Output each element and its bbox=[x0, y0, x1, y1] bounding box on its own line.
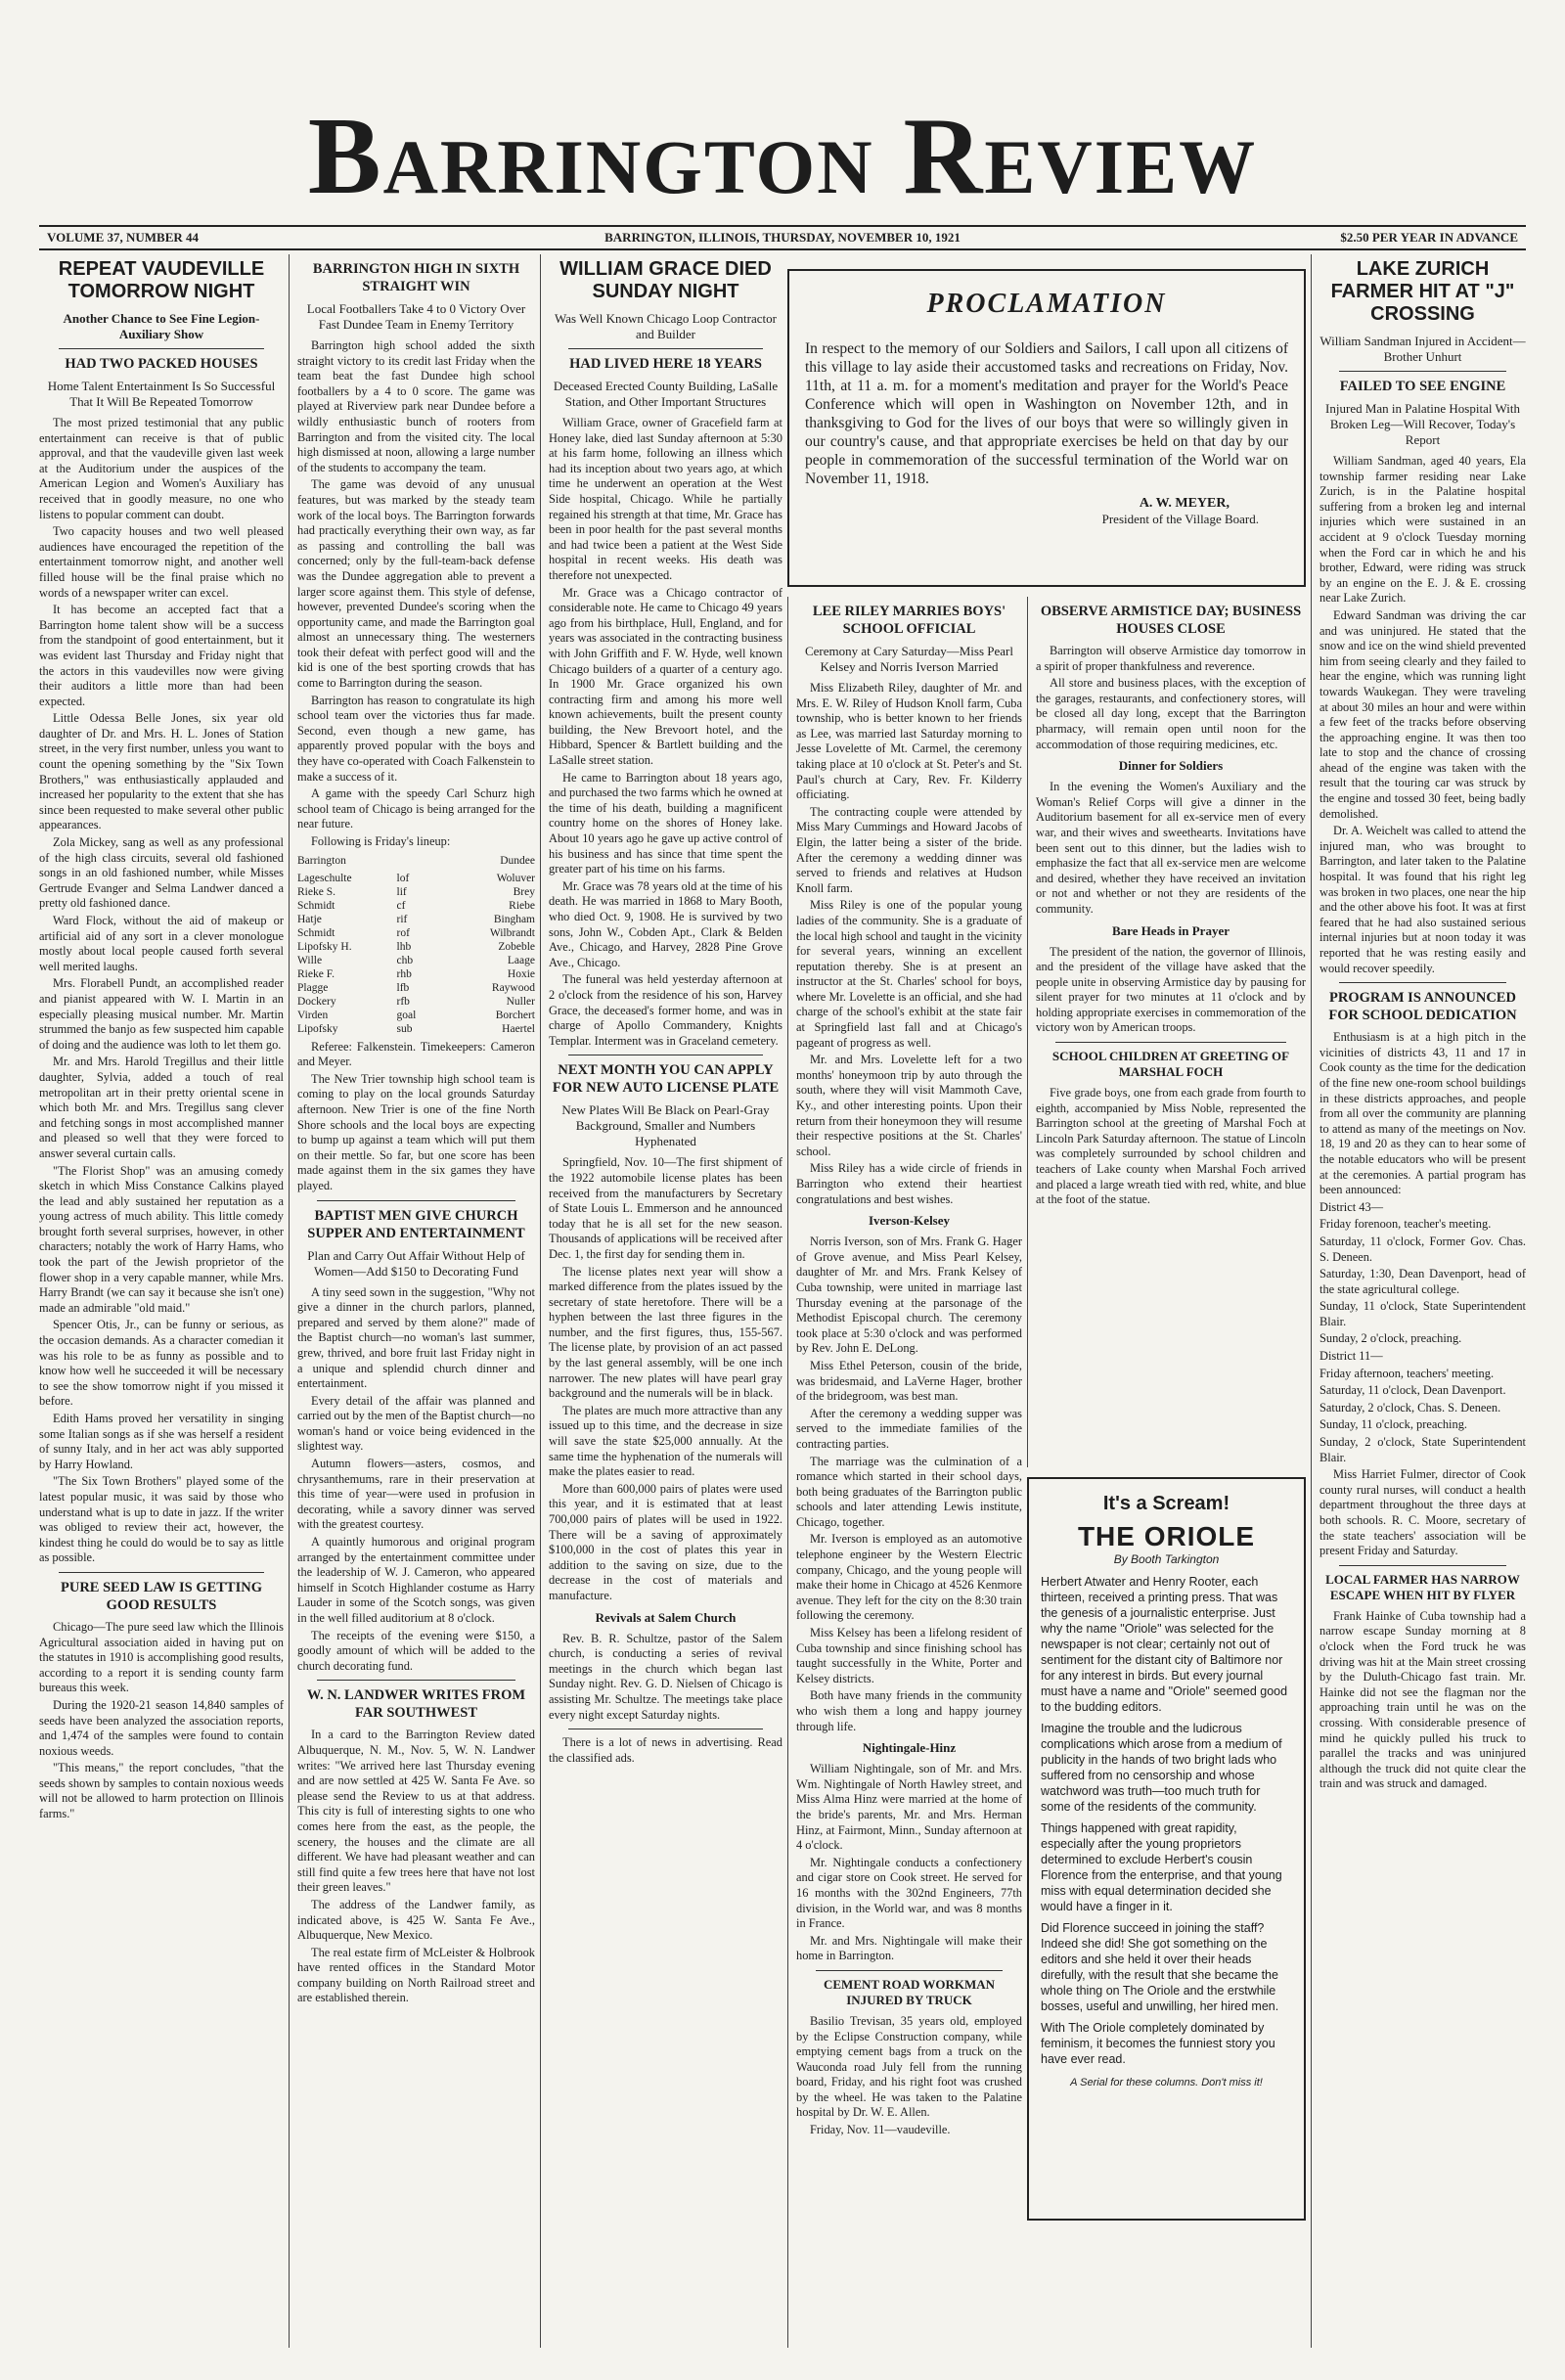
article-paragraph: Miss Riley is one of the popular young ladies of the community. She is a graduate of the local high school and taught in the vicinity for several years, winning an excellent reputation thereby. She is at present an instructor at the St. Charles' school for boys, where Mr. Lovelette is an official, and she had charge of the school's exhibit at the state fair at Springfield last fall and at Chicago's pageant of progress as well. bbox=[796, 898, 1022, 1050]
article-paragraph: District 11— bbox=[1319, 1349, 1383, 1364]
article-paragraph: The New Trier township high school team is coming to play on the local grounds Saturday afternoon. New Trier is one of the fine North Shore schools and the local boys are expecting to bump up against a team which will put them on their mettle. So far, but one score has been made against them in the six games they have played. bbox=[297, 1071, 535, 1192]
proclamation-signer-title: President of the Village Board. bbox=[1101, 512, 1259, 526]
article-body bbox=[796, 1235, 1022, 1734]
article-paragraph: In the evening the Women's Auxiliary and the Woman's Relief Corps will give a dinner in the Auditorium basement for all ex-service men of every war, and their wives and sweethearts. Invitations have been sent out to this dinner, but the ladies wish to emphasize the fact that all ex-service men are welcome and desired, whether they have received an invitation or not and whether or not they are residents of the community. bbox=[1036, 780, 1306, 916]
article-paragraph: He came to Barrington about 18 years ago, and purchased the two farms which he owned at the time of his death, building a magnificent country home on the shores of Honey lake. About 10 years ago he gave up active control of his business and has since that time spent the greater part of his time on his farms. bbox=[549, 770, 782, 876]
article-paragraph: Imagine the trouble and the ludicrous complications which arose from a medium of publicity in the hands of two bright lads who suffered from no censorship and whose watchword was truth—too much truth for some of the residents of the community. bbox=[1041, 1722, 1282, 1814]
lineup-cell: rif bbox=[396, 913, 408, 925]
article-paragraph: Basilio Trevisan, 35 years old, employed by the Eclipse Construction company, while emptying cement bags from a truck on the Wauconda road July fell from the running board, Friday, and his right foot was crushed by the wheel. He was taken to the Palatine hospital by Dr. W. E. Allen. bbox=[796, 2013, 1022, 2120]
deck-church-supper: Plan and Carry Out Affair Without Help of Women—Add $150 to Decorating Fund bbox=[307, 1247, 525, 1279]
article-paragraph: The receipts of the evening were $150, a goodly amount of which will be added to the church decorating fund. bbox=[297, 1628, 535, 1673]
article-paragraph: Five grade boys, one from each grade from fourth to eighth, accompanied by Miss Noble, represented the Barrington school at the greeting of Marshal Foch at Lincoln Park Saturday afternoon. The statue of Lincoln was completely surrounded by school children and teachers of Lake county when Marshal Foch arrived and placed a large wreath tied with red, white, and blue at the foot of the statue. bbox=[1036, 1086, 1306, 1207]
article-paragraph: Dr. A. Weichelt was called to attend the injured man, who was brought to Barrington, and later taken to the Palatine hospital. It was found that his right leg was broken in two places, one near the hip and the other above his foot. It was at first feared that he had also sustained serious internal injuries but at noon today it was reported that he was resting easily and would recover speedily. bbox=[1319, 824, 1526, 975]
lineup-cell: chb bbox=[396, 954, 414, 966]
lineup-cell: rhb bbox=[396, 967, 412, 980]
lineup-title: Following is Friday's lineup: bbox=[311, 834, 451, 848]
lineup-head-pos bbox=[397, 854, 436, 868]
article-paragraph: Miss Elizabeth Riley, daughter of Mr. and Mrs. E. W. Riley of Hudson Knoll farm, Cuba township, who is better known to her friends as Lee, was married last Saturday morning to Jesse Lovelette of Mt. Carmel, the ceremony taking place at 10 o'clock at St. Peter's and St. Paul's church at Cary, Rev. Fr. Kilderry officiating. bbox=[796, 681, 1022, 802]
article-body bbox=[39, 416, 284, 1566]
article-paragraph: Miss Harriet Fulmer, director of Cook county rural nurses, will conduct a health department throughout the three days at both schools. R. C. Moore, secretary of the state teachers' association will be present Friday and Saturday. bbox=[1319, 1467, 1526, 1558]
article-body bbox=[549, 416, 782, 1049]
proclamation-signer: A. W. MEYER, bbox=[1139, 496, 1230, 511]
article-body bbox=[796, 1762, 1022, 1964]
referee-line: Referee: Falkenstein. Timekeepers: Cameron and Meyer. bbox=[297, 1039, 535, 1069]
article-paragraph: With The Oriole completely dominated by feminism, it becomes the funniest story you have ever read. bbox=[1041, 2021, 1275, 2066]
article-paragraph: Things happened with great rapidity, especially after the young proprietors determined to exclude Herbert's cousin Florence from the enterprise, and that young miss with equal determination decided she would have a finger in it. bbox=[1041, 1821, 1282, 1913]
article-paragraph: Enthusiasm is at a high pitch in the vicinities of districts 43, 11 and 17 in Cook county as the time for the dedication of the fine new one-room school buildings in these districts approaches, and people from all over the community are planning to attend as many of the meetings on Nov. 18, 19 and 20 as they can to hear some of the notable educators who will be present at the ceremonies. A partial program has been announced: bbox=[1319, 1030, 1526, 1197]
column-weddings bbox=[787, 597, 1022, 2348]
headline-armistice: OBSERVE ARMISTICE DAY; BUSINESS HOUSES CLOSE bbox=[1040, 604, 1302, 637]
lineup-cell: Hoxie bbox=[507, 967, 535, 980]
article-body bbox=[1319, 454, 1526, 976]
article-paragraph: Ward Flock, without the aid of makeup or artificial aid of any sort in a clever monologue mostly about local people caused forth several well merited laughs. bbox=[39, 914, 284, 973]
divider bbox=[1339, 982, 1506, 983]
subhead-nightingale: Nightingale-Hinz bbox=[862, 1740, 957, 1756]
article-paragraph: William Grace, owner of Gracefield farm at Honey lake, died last Sunday afternoon at 5:30 at his farm home, following an illness which had its inception about two years ago, at which time he underwent an operation at the West Side hospital, Chicago. While he partially regained his strength at that time, Mr. Grace has been in poor health for the past several months and had twice been a patient at the West Side hospital in recent weeks. His death was therefore not unexpected. bbox=[549, 416, 782, 582]
article-paragraph: Mr. Nightingale conducts a confectionery and cigar store on Cook street. He served for 16 months with the 302nd Engineers, 77th division, in the World war, and was 8 months in France. bbox=[796, 1855, 1022, 1931]
divider bbox=[317, 1680, 515, 1681]
subhead-grace: HAD LIVED HERE 18 YEARS bbox=[569, 356, 762, 372]
subscription-price: $2.50 PER YEAR IN ADVANCE bbox=[1340, 230, 1518, 245]
subhead-iverson: Iverson-Kelsey bbox=[868, 1213, 951, 1229]
subhead-vaudeville: HAD TWO PACKED HOUSES bbox=[65, 356, 258, 372]
lineup-cell: lfb bbox=[396, 981, 410, 994]
lineup-cell: sub bbox=[396, 1022, 413, 1035]
lineup-table bbox=[297, 854, 535, 868]
article-paragraph: During the 1920-21 season 14,840 samples of seeds have been analyzed the association reports, and 1,474 of the samples were found to contain noxious weeds. bbox=[39, 1697, 284, 1758]
subhead-engine: FAILED TO SEE ENGINE bbox=[1339, 379, 1506, 394]
lineup-cell: Lipofsky bbox=[297, 1022, 338, 1035]
ad-author: By Booth Tarkington bbox=[1113, 1552, 1220, 1566]
classified-note: There is a lot of news in advertising. Read the classified ads. bbox=[549, 1735, 782, 1765]
lineup-rows bbox=[297, 872, 535, 1036]
headline-vaudeville: REPEAT VAUDEVILLE TOMORROW NIGHT bbox=[58, 258, 265, 302]
subdeck-grace: Deceased Erected County Building, LaSalle Station, and Other Important Structures bbox=[553, 379, 779, 409]
article-paragraph: Mr. and Mrs. Lovelette left for a two months' honeymoon trip by auto through the south, where they will visit Mammoth Cave, Ky., and other interesting points. Upon their return from their honeymoon they will resume their respective positions at the St. Charles' school. bbox=[796, 1053, 1022, 1158]
article-paragraph: Every detail of the affair was planned and carried out by the men of the Baptist church—no woman's hand or voice being evidenced in the slightest way. bbox=[297, 1393, 535, 1454]
lineup-cell: Schmidt bbox=[297, 899, 335, 912]
lineup-cell: Dockery bbox=[297, 995, 336, 1008]
column-lake-zurich bbox=[1311, 254, 1526, 2348]
headline-football: BARRINGTON HIGH IN SIXTH STRAIGHT WIN bbox=[312, 261, 520, 294]
article-paragraph: Edward Sandman was driving the car and was uninjured. He stated that the snow and ice on the wind shield prevented him from seeing clearly and they failed to hear the engine, which was running light towards Waukegan. They were traveling at about 30 miles an hour and were within a few feet of the tracks before observing the approaching engine. It was then too late to stop and the chance of crossing ahead of the engine was taken with the result that the touring car was struck by the engine and tossed 30 feet, being badly demolished. bbox=[1319, 607, 1526, 821]
article-paragraph: William Sandman, aged 40 years, Ela township farmer residing near Lake Zurich, is in the Palatine hospital suffering from a broken leg and internal injuries which were sustained in an accident at 9 o'clock Tuesday morning when the Ford car in which he and his brother, Edward, were riding was struck by an engine on the E. J. & E. crossing near Lake Zurich. bbox=[1319, 454, 1526, 606]
lineup-cell: Plagge bbox=[297, 981, 329, 994]
article-paragraph: Sunday, 2 o'clock, State Superintendent Blair. bbox=[1319, 1435, 1526, 1464]
article-body bbox=[297, 1285, 535, 1675]
article-paragraph: Norris Iverson, son of Mrs. Frank G. Hager of Grove avenue, and Miss Pearl Kelsey, daughter of Mr. and Mrs. Frank Kelsey of Cuba township, were united in marriage last Thursday evening at the parsonage of the Methodist Episcopal church. The ceremony took place at 5:30 o'clock and was performed by Rev. John E. DeLong. bbox=[796, 1235, 1022, 1356]
deck-grace: Was Well Known Chicago Loop Contractor and Builder bbox=[555, 311, 777, 341]
oriole-advertisement bbox=[1027, 1477, 1306, 2221]
lineup-cell: Borchert bbox=[495, 1009, 535, 1021]
lineup-cell: Wilbrandt bbox=[489, 926, 535, 939]
article-paragraph: Did Florence succeed in joining the staff? Indeed she did! She got something on the editors and she held it over their heads direfully, with the result that she became the whole thing on The Oriole and the erstwhile bosses, useful and unwilling, her hired men. bbox=[1041, 1921, 1279, 2013]
article-paragraph: Saturday, 11 o'clock, Dean Davenport. bbox=[1319, 1383, 1506, 1398]
lineup-cell: goal bbox=[396, 1009, 417, 1021]
deck-lake-zurich: William Sandman Injured in Accident—Brother Unhurt bbox=[1319, 334, 1526, 364]
lineup-cell: Wille bbox=[297, 954, 323, 966]
article-paragraph: Barrington high school added the sixth straight victory to its credit last Friday when the team beat the fast Dundee high school footballers by a 4 to 0 score. The game was played at Riverview park near Dundee before a wildly enthusiastic bunch of rooters from Barrington and from the visited city. The local high dismissed at noon, allowing a large number of the students to accompany the team. bbox=[297, 338, 535, 474]
article-body bbox=[297, 1728, 535, 2006]
article-paragraph: Saturday, 11 o'clock, Former Gov. Chas. S. Deneen. bbox=[1319, 1234, 1526, 1264]
lineup-cell: Virden bbox=[297, 1009, 329, 1021]
article-paragraph: "The Six Town Brothers" played some of the latest popular music, it was said by those who understand what is up to date in jazz. If the writer was obliged to review their act, however, the kindest thing he could do would be to say as little as possible. bbox=[39, 1474, 284, 1565]
article-paragraph: Zola Mickey, sang as well as any professional of the high class circuits, several old fashioned songs in an old fashioned number, while Misses Gertrude Evanger and Selma Landwer danced a pretty old fashioned dance. bbox=[39, 835, 284, 911]
lineup-head-away: Dundee bbox=[500, 854, 535, 867]
lineup-cell: Zobeble bbox=[498, 940, 535, 953]
subhead-prayer: Bare Heads in Prayer bbox=[1112, 922, 1230, 938]
article-body bbox=[39, 1620, 284, 1822]
article-paragraph: The contracting couple were attended by Miss Mary Cummings and Howard Jacobs of Elgin, the latter being a sister of the bride. After the ceremony a wedding dinner was served to friends and relatives at Hudson Knoll farm. bbox=[796, 804, 1022, 895]
subdeck-vaudeville: Home Talent Entertainment Is So Successful That It Will Be Repeated Tomorrow bbox=[47, 379, 276, 409]
lineup-cell: Schmidt bbox=[297, 926, 335, 939]
headline-landwer: W. N. LANDWER WRITES FROM FAR SOUTHWEST bbox=[306, 1687, 526, 1722]
headline-license: NEXT MONTH YOU CAN APPLY FOR NEW AUTO LICENSE PLATE bbox=[552, 1062, 780, 1097]
proclamation-text: In respect to the memory of our Soldiers and Sailors, I call upon all citizens of this village to lay aside their accustomed tasks and recreations on Friday, Nov. 11th, at 11 a. m. for a moment's meditation and prayer for the World's Peace Conference which will open in Washington on November 12th, and in thanksgiving to God for the lives of our boys that were so willingly given in our country's cause, and that appropriate exercises be held on that day by our people in commemoration of the successful termination of the World war on November 11, 1918. bbox=[805, 340, 1288, 487]
article-paragraph: The real estate firm of McLeister & Holbrook have rented offices in the Standard Motor company building on North Railroad street and are established therein. bbox=[297, 1945, 535, 2005]
subhead-dinner: Dinner for Soldiers bbox=[1118, 758, 1224, 774]
lineup-head-home: Barrington bbox=[297, 854, 346, 867]
lineup-cell: Riebe bbox=[509, 899, 535, 912]
article-paragraph: "The Florist Shop" was an amusing comedy sketch in which Miss Constance Calkins played the lead and ably sustained her reputation as a young actress of much ability. This little comedy brought forth several surprises, however, in other characters; notably the work of Harry Hams, who took the part of the Jewish proprietor of the flower shop in a very capable manner, while Mrs. Harry Brandt (we can say it because she isn't one) made an admirable "old maid." bbox=[39, 1163, 284, 1315]
article-paragraph: Saturday, 1:30, Dean Davenport, head of the state agricultural college. bbox=[1319, 1267, 1526, 1296]
article-paragraph: More than 600,000 pairs of plates were used this year, and it is estimated that at least 700,000 pairs of plates will be used in 1922. There will be a saving of approximately $100,000 in the cost of plates this year in addition to the saving on size, due to the decrease in the cost of materials and manufacture. bbox=[549, 1481, 782, 1602]
article-body bbox=[796, 681, 1022, 1207]
article-paragraph: Miss Ethel Peterson, cousin of the bride, was bridesmaid, and LaVerne Hager, brother of the bridegroom, was best man. bbox=[796, 1358, 1022, 1404]
headline-grace: WILLIAM GRACE DIED SUNDAY NIGHT bbox=[559, 258, 772, 302]
article-paragraph: The president of the nation, the governor of Illinois, and the president of the village have asked that the people unite in observing Armistice day by pausing for silent prayer for two minutes at 11 o'clock and by holding appropriate exercises in commemoration of the victory won by American troops. bbox=[1036, 944, 1306, 1035]
article-paragraph: Mr. Grace was 78 years old at the time of his death. He was married in 1868 to Mary Booth, who died Oct. 9, 1908. He is survived by two sons, John W., Cobden Apt., Clark & Belden Ave., Chicago, and Harvey, 2828 Pine Grove Ave., Chicago. bbox=[549, 878, 782, 969]
article-paragraph: Spencer Otis, Jr., can be funny or serious, as the occasion demands. As a character comedian it was his role to be as funny as possible and to know how well he succeeded it will be necessary to see the show tomorrow night if you missed it before. bbox=[39, 1318, 284, 1409]
divider bbox=[1055, 1042, 1286, 1043]
article-body bbox=[297, 338, 535, 832]
headline-lake-zurich: LAKE ZURICH FARMER HIT AT "J" CROSSING bbox=[1330, 258, 1515, 325]
ad-title: THE ORIOLE bbox=[1077, 1521, 1256, 1551]
ad-body bbox=[1041, 1574, 1292, 2067]
article-paragraph: It has become an accepted fact that a Barrington home talent show will be a success from the standpoint of good entertainment, but it was evident last Thursday and Friday night that the actors in this vaudevilles now were giving their auditors a little more than had been expected. bbox=[39, 603, 284, 708]
headline-foch: SCHOOL CHILDREN AT GREETING OF MARSHAL FOCH bbox=[1051, 1049, 1290, 1080]
article-paragraph: Mr. and Mrs. Harold Tregillus and their little daughter, Sylvia, added a touch of real metropolitan art in their pretty oriental scene in which both Mr. and Mrs. Tregillus sang clever and fetching songs in most accomplished manner and pleased so well that they were forced to answer several curtain calls. bbox=[39, 1055, 284, 1160]
proclamation-title: PROCLAMATION bbox=[926, 289, 1167, 319]
deck-vaudeville: Another Chance to See Fine Legion-Auxiliary Show bbox=[63, 311, 260, 341]
divider bbox=[317, 1200, 515, 1201]
article-paragraph: Frank Hainke of Cuba township had a narrow escape Sunday morning at 8 o'clock when the Ford truck he was driving was hit at the Main street crossing by the Duluth-Chicago fast train. Mr. Hainke did not see the flagman nor the approaching train until he was on the crossing. With considerable presence of mind he quickly pulled his truck to parallel the tracks and was uninjured although the truck did not quite clear the train and was struck and damaged. bbox=[1319, 1608, 1526, 1791]
calendar-note: Friday, Nov. 11—vaudeville. bbox=[810, 2123, 951, 2137]
article-paragraph: Sunday, 11 o'clock, State Superintendent Blair. bbox=[1319, 1299, 1526, 1328]
divider bbox=[59, 1572, 264, 1573]
article-paragraph: A quaintly humorous and original program arranged by the entertainment committee under the leadership of W. J. Cameron, who appeared himself in Scotch Highlander costume as Harry Lauder in some of the Scotch songs, was given in the well filled auditorium at 8 o'clock. bbox=[297, 1535, 535, 1625]
article-paragraph: Barrington will observe Armistice day tomorrow in a spirit of proper thankfulness and reverence. bbox=[1036, 644, 1306, 673]
deck-football: Local Footballers Take 4 to 0 Victory Over Fast Dundee Team in Enemy Territory bbox=[306, 301, 526, 332]
article-paragraph: William Nightingale, son of Mr. and Mrs. Wm. Nightingale of North Hawley street, and Miss Alma Hinz were married at the home of the bride's parents, Mr. and Mrs. Herman Hinz, at Fairmont, Minn., Sunday afternoon at 4 o'clock. bbox=[796, 1762, 1022, 1853]
article-paragraph: Springfield, Nov. 10—The first shipment of the 1922 automobile license plates has been received from the manufacturers by Secretary of State Louis L. Emmerson and he announced today that he is all set for the new season. Thousands of applications will be received after Dec. 1, the first day for sending them in. bbox=[549, 1155, 782, 1261]
headline-church-supper: BAPTIST MEN GIVE CHURCH SUPPER AND ENTERTAINMENT bbox=[307, 1207, 525, 1241]
lineup-cell: rfb bbox=[396, 995, 410, 1008]
column-football bbox=[289, 254, 535, 2348]
dedication-schedule bbox=[1319, 1200, 1526, 1466]
lineup-cell: Haertel bbox=[502, 1022, 535, 1035]
article-paragraph: The funeral was held yesterday afternoon at 2 o'clock from the residence of his son, Harvey Grace, the deceased's former home, and was in charge of Apollo Commandery, Knights Templar. Interment was in Graceland cemetery. bbox=[549, 972, 782, 1048]
article-paragraph: Mr. and Mrs. Nightingale will make their home in Barrington. bbox=[796, 1933, 1022, 1963]
place-date: BARRINGTON, ILLINOIS, THURSDAY, NOVEMBER 10, 1921 bbox=[604, 230, 961, 245]
newspaper-page bbox=[39, 29, 1526, 2358]
article-body bbox=[1036, 945, 1306, 1037]
divider bbox=[1339, 1565, 1506, 1566]
article-body bbox=[549, 1155, 782, 1603]
volume-number: VOLUME 37, NUMBER 44 bbox=[47, 230, 200, 245]
deck-license: New Plates Will Be Black on Pearl-Gray Background, Smaller and Numbers Hyphenated bbox=[561, 1102, 770, 1149]
article-paragraph: District 43— bbox=[1319, 1199, 1384, 1214]
lineup-cell: Rieke S. bbox=[297, 885, 335, 898]
article-paragraph: Mrs. Florabell Pundt, an accomplished reader and pianist appeared with W. I. Martin in an especially pleasing musical number. Mr. Martin strummed the banjo as few suspected him capable of doing and the audience was loth to let them go. bbox=[39, 976, 284, 1052]
article-paragraph: "This means," the report concludes, "that the seeds shown by samples to contain noxious weeds will not be allowed to harm protection on Illinois farms." bbox=[39, 1761, 284, 1821]
article-paragraph: Herbert Atwater and Henry Rooter, each thirteen, received a printing press. That was the genesis of a journalistic enterprise. Just why the name "Oriole" was selected for the newspaper is not clear; certainly not out of sentiment for the distant city of Baltimore nor for any interest in birds. But every journal must have a name and "Oriole" seemed good to the budding editors. bbox=[1041, 1575, 1288, 1714]
dateline-bar bbox=[39, 225, 1526, 250]
article-paragraph: The address of the Landwer family, as indicated above, is 425 W. Santa Fe Ave., Albuquerque, New Mexico. bbox=[297, 1897, 535, 1943]
lineup-cell: Lipofsky H. bbox=[297, 940, 352, 953]
article-paragraph: Mr. Grace was a Chicago contractor of considerable note. He came to Chicago 49 years ago from his birthplace, Hull, England, and for years was associated in the contracting business with John Griffith and F. W. Hyde, well known Chicago builders of a quarter of a century ago. In 1900 Mr. Grace organized his own contracting firm and among his more well known achievements, built the present county building, the New Brevoort hotel, and the Hibbard, Spencer & Bartlett building and the LaSalle street station. bbox=[549, 585, 782, 768]
column-armistice bbox=[1027, 597, 1306, 1467]
divider bbox=[59, 348, 264, 349]
article-paragraph: Both have many friends in the community who wish them a long and happy journey through life. bbox=[796, 1688, 1022, 1733]
article-paragraph: Miss Riley has a wide circle of friends in Barrington who extend their heartiest congratulations and best wishes. bbox=[796, 1161, 1022, 1206]
article-paragraph: Autumn flowers—asters, cosmos, and chrysanthemums, rare in their preservation at this time of year—were used in profusion in decorating, while a savory dinner was served with the greatest courtesy. bbox=[297, 1457, 535, 1532]
article-paragraph: Mr. Iverson is employed as an automotive telephone engineer by the Western Electric company, Chicago, and the young people will make their home in Chicago at 4526 Kenmore avenue. They left for the city on the 8:30 train following the ceremony. bbox=[796, 1532, 1022, 1623]
lineup-cell: lif bbox=[396, 885, 407, 898]
article-paragraph: The most prized testimonial that any public entertainment can receive is that of public approval, and that the vaudeville given last week at the Auditorium under the auspices of the American Legion and Women's Auxiliary has received that in goodly measure, no one who listens to popular comment can doubt. bbox=[39, 416, 284, 521]
article-paragraph: Chicago—The pure seed law which the Illinois Agricultural association aided in having put on the statutes in 1910 is accomplishing good results, according to a report it is sending county farm bureaus this week. bbox=[39, 1619, 284, 1695]
lineup-cell: Raywood bbox=[491, 981, 535, 994]
article-paragraph: Barrington has reason to congratulate its high school team over the victories thus far made. Second, even though a new game, has apparently proved popular with the boys and they have co-operated with Coach Falkenstein to make a success of it. bbox=[297, 693, 535, 784]
article-paragraph: In a card to the Barrington Review dated Albuquerque, N. M., Nov. 5, W. N. Landwer writes: "We arrived here last Thursday evening and are now settled at 425 W. Santa Fe Ave. so please send the Review to us at that address. This city is full of interesting sights to one who comes here from the east, as the people, the scenery, the houses and the climate are all different. We have had pleasant weather and can still find quite a few trees here that have not lost their green leaves." bbox=[297, 1728, 535, 1895]
masthead-title: Barrington Review bbox=[307, 96, 1258, 217]
lineup-cell: cf bbox=[396, 899, 406, 912]
article-paragraph: Sunday, 11 o'clock, preaching. bbox=[1319, 1417, 1467, 1432]
article-paragraph: The license plates next year will show a marked difference from the plates issued by the secretary of state heretofore. There will be a hyphen between the last three figures in the number, and the first figures, thus, 155-567. The license plate, by provision of an act passed by the last general assembly, will be one inch narrower. The new plates will have pearl gray background and the numerals will be in black. bbox=[549, 1264, 782, 1401]
ad-tagline: It's a Scream! bbox=[1102, 1493, 1230, 1514]
divider bbox=[1339, 371, 1506, 372]
article-paragraph: The marriage was the culmination of a romance which started in their school days, both being graduates of the Barrington public schools and later attending Lewis institute, Chicago, together. bbox=[796, 1454, 1022, 1529]
ad-footer: A Serial for these columns. Don't miss it! bbox=[1070, 2077, 1263, 2088]
article-body bbox=[1036, 644, 1306, 752]
column-grace-obituary bbox=[540, 254, 782, 2348]
lineup-cell: lof bbox=[396, 872, 410, 884]
article-paragraph: Edith Hams proved her versatility in singing some Italian songs as if she was herself a resident of sunny Italy, and in her act was ably supported by Harry Howland. bbox=[39, 1412, 284, 1471]
lineup-cell: lhb bbox=[396, 940, 412, 953]
article-paragraph: Friday forenoon, teacher's meeting. bbox=[1319, 1217, 1492, 1232]
article-paragraph: Little Odessa Belle Jones, six year old daughter of Dr. and Mrs. H. L. Jones of Station street, in the very first number, unless you want to count the opening something by the "Six Town Brothers," was enthusiastically applauded and increased her popularity to the extent that she has since been requested to make several other public appearances. bbox=[39, 711, 284, 832]
lineup-cell: Laage bbox=[507, 954, 535, 966]
article-paragraph: Saturday, 2 o'clock, Chas. S. Deneen. bbox=[1319, 1400, 1501, 1415]
article-paragraph: Rev. B. R. Schultze, pastor of the Salem church, is conducting a series of revival meetings in the church which began last Sunday night. Rev. G. D. Nielsen of Chicago is assisting Mr. Schultze. The meetings take place every night except Saturday nights. bbox=[549, 1631, 782, 1722]
article-body bbox=[1036, 780, 1306, 917]
subdeck-engine: Injured Man in Palatine Hospital With Broken Leg—Will Recover, Today's Report bbox=[1325, 401, 1520, 447]
article-paragraph: The game was devoid of any unusual features, but was marked by the steady team work of the local boys. The Barrington forwards had practically everything their own way, as far as passing and controlling the ball was concerned; only by the full-team-back defense was the Dundee aggregation able to prevent a larger score against them. This style of defense, however, prevented Dundee's scoring when the opportunity came, and made the Barrington goal almost an unnecessary thing. The westerners took their defeat with perfect good will and the kid is one of the best sporting crowds that has come to Barrington during the season. bbox=[297, 477, 535, 691]
divider bbox=[568, 348, 763, 349]
article-paragraph: Sunday, 2 o'clock, preaching. bbox=[1319, 1331, 1462, 1346]
headline-program: PROGRAM IS ANNOUNCED FOR SCHOOL DEDICATION bbox=[1328, 990, 1517, 1024]
lineup-cell: rof bbox=[396, 926, 410, 939]
lineup-cell: Woluver bbox=[496, 872, 535, 884]
lineup-cell: Brey bbox=[513, 885, 535, 898]
article-paragraph: The plates are much more attractive than any issued up to this time, and the decrease in size will save the state $25,000 annually. At the same time the hyphenation of the numerals will make the plates easier to read. bbox=[549, 1403, 782, 1479]
article-paragraph: Friday afternoon, teachers' meeting. bbox=[1319, 1366, 1495, 1380]
article-paragraph: All store and business places, with the exception of the garages, restaurants, and confectionery stores, will be closed all day long, except that the Barrington pharmacy, will remain open until noon for the accommodation of those requiring medicines, etc. bbox=[1036, 676, 1306, 751]
article-paragraph: A tiny seed sown in the suggestion, "Why not give a dinner in the church parlors, planned, prepared and served by them alone?" made of the Baptist church—no woman's last summer, grew, thrived, and bore fruit last Friday night in a unique and splendid church dinner and entertainment. bbox=[297, 1284, 535, 1391]
headline-riley: LEE RILEY MARRIES BOYS' SCHOOL OFFICIAL bbox=[812, 604, 1006, 637]
column-vaudeville bbox=[39, 254, 284, 2348]
headline-cement: CEMENT ROAD WORKMAN INJURED BY TRUCK bbox=[823, 1976, 996, 2007]
deck-riley: Ceremony at Cary Saturday—Miss Pearl Kelsey and Norris Iverson Married bbox=[804, 644, 1013, 674]
headline-seed-law: PURE SEED LAW IS GETTING GOOD RESULTS bbox=[60, 1579, 263, 1613]
headline-local-farmer: LOCAL FARMER HAS NARROW ESCAPE WHEN HIT BY FLYER bbox=[1325, 1571, 1520, 1602]
lineup-cell: Nuller bbox=[506, 995, 535, 1008]
article-paragraph: Two capacity houses and two well pleased audiences have encouraged the repetition of the entertainment tomorrow night, and another well filled house will be the final praise which no words of a newspaper writer can excel. bbox=[39, 524, 284, 600]
divider bbox=[816, 1970, 1003, 1971]
proclamation-box bbox=[787, 269, 1306, 587]
article-paragraph: A game with the speedy Carl Schurz high school team of Chicago is being arranged for the near future. bbox=[297, 786, 535, 831]
article-paragraph: After the ceremony a wedding supper was served to the immediate families of the contracting parties. bbox=[796, 1406, 1022, 1451]
article-paragraph: Miss Kelsey has been a lifelong resident of Cuba township and since finishing school has taught successfully in the White, Porter and Kelsey districts. bbox=[796, 1626, 1022, 1685]
lineup-cell: Lageschulte bbox=[297, 872, 352, 884]
lineup-cell: Hatje bbox=[297, 913, 322, 925]
lineup-cell: Rieke F. bbox=[297, 967, 335, 980]
headline-revival: Revivals at Salem Church bbox=[595, 1609, 737, 1625]
lineup-cell: Bingham bbox=[493, 913, 535, 925]
